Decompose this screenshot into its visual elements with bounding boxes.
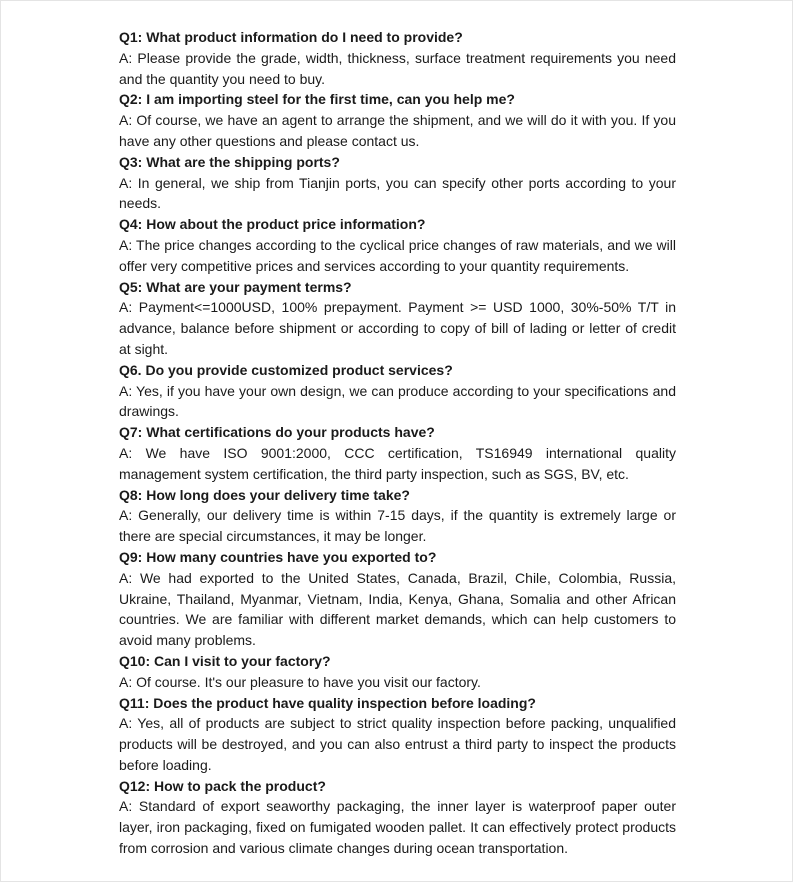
faq-item-1	[119, 27, 676, 89]
faq-question: Q3: What are the shipping ports?	[119, 153, 340, 170]
faq-answer: A: Generally, our delivery time is within 7-15 days, if the quantity is extremely large or there are special circumstances, it may be longer.	[119, 507, 676, 545]
faq-question: Q11: Does the product have quality inspection before loading?	[119, 694, 536, 711]
faq-answer: A: Yes, if you have your own design, we can produce according to your specifications and drawings.	[119, 382, 676, 420]
faq-answer: A: In general, we ship from Tianjin ports, you can specify other ports according to your needs.	[119, 174, 676, 212]
faq-item-11	[119, 693, 676, 776]
faq-answer: A: Payment<=1000USD, 100% prepayment. Payment >= USD 1000, 30%-50% T/T in advance, balance before shipment or according to copy of bill of lading or letter of credit at sight.	[119, 299, 676, 357]
faq-question: Q2: I am importing steel for the first time, can you help me?	[119, 91, 515, 108]
faq-item-7	[119, 422, 676, 484]
faq-item-9	[119, 547, 676, 651]
faq-item-3	[119, 152, 676, 214]
faq-item-2	[119, 89, 676, 151]
faq-answer: A: Yes, all of products are subject to strict quality inspection before packing, unqualified products will be destroyed, and you can also entrust a third party to inspect the products before loading.	[119, 715, 676, 773]
faq-answer: A: Please provide the grade, width, thickness, surface treatment requirements you need and the quantity you need to buy.	[119, 49, 676, 87]
faq-answer: A: We have ISO 9001:2000, CCC certification, TS16949 international quality management system certification, the third party inspection, such as SGS, BV, etc.	[119, 444, 676, 482]
faq-item-10	[119, 651, 676, 693]
faq-question: Q6. Do you provide customized product services?	[119, 361, 453, 378]
faq-question: Q9: How many countries have you exported to?	[119, 548, 437, 565]
faq-item-4	[119, 214, 676, 276]
faq-list	[119, 27, 676, 859]
faq-question: Q10: Can I visit to your factory?	[119, 652, 331, 669]
faq-question: Q12: How to pack the product?	[119, 777, 326, 794]
faq-answer: A: Of course. It's our pleasure to have you visit our factory.	[119, 673, 481, 690]
faq-answer: A: We had exported to the United States, Canada, Brazil, Chile, Colombia, Russia, Ukraine, Thailand, Myanmar, Vietnam, India, Kenya, Ghana, Somalia and other African countries. We are familiar with different market demands, which can help customers to avoid many problems.	[119, 569, 676, 649]
faq-answer: A: Of course, we have an agent to arrange the shipment, and we will do it with you. If you have any other questions and please contact us.	[119, 112, 676, 149]
faq-item-8	[119, 485, 676, 547]
faq-answer: A: Standard of export seaworthy packaging, the inner layer is waterproof paper outer layer, iron packaging, fixed on fumigated wooden pallet. It can effectively protect products from corrosion and various climate changes during ocean transportation.	[119, 798, 676, 857]
faq-question: Q1: What product information do I need to provide?	[119, 29, 463, 45]
faq-item-5	[119, 277, 676, 360]
faq-answer: A: The price changes according to the cyclical price changes of raw materials, and we will offer very competitive prices and services according to your quantity requirements.	[119, 236, 676, 274]
faq-question: Q5: What are your payment terms?	[119, 278, 352, 295]
faq-question: Q7: What certifications do your products have?	[119, 424, 435, 441]
faq-question: Q4: How about the product price information?	[119, 216, 426, 233]
faq-item-6	[119, 360, 676, 422]
faq-item-12	[119, 776, 676, 859]
faq-question: Q8: How long does your delivery time take?	[119, 486, 410, 503]
